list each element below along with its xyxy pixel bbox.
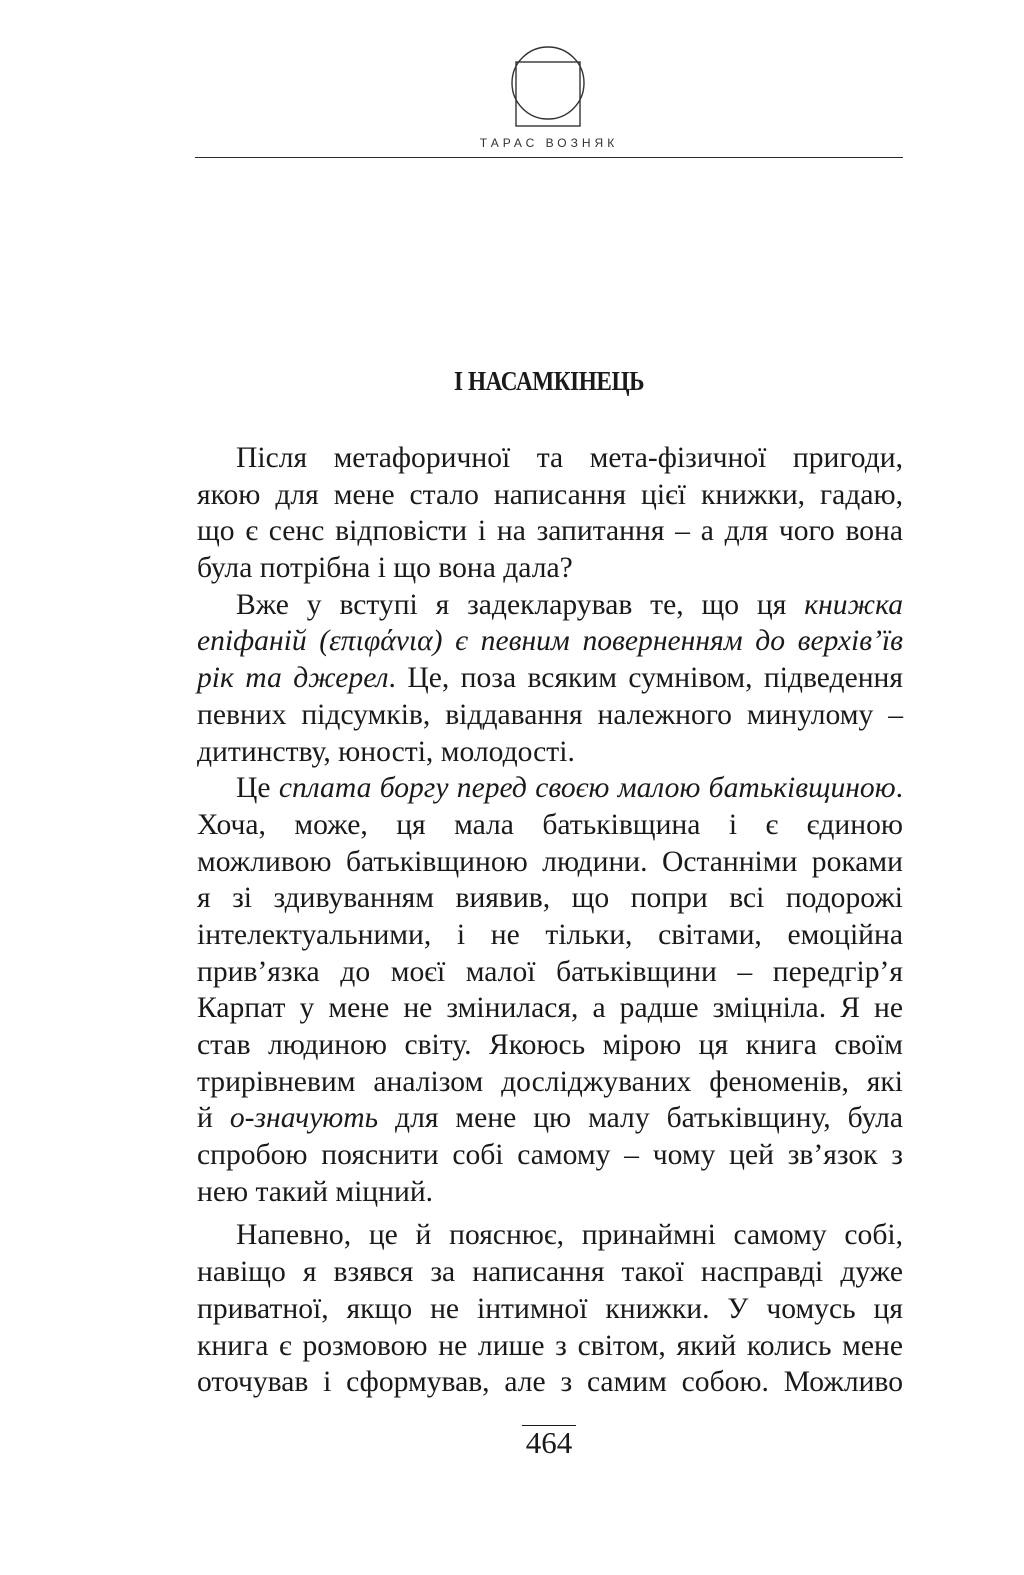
text-line: й о-значують для мене цю малу батьківщину, була [197,1102,903,1135]
text-line: Напевно, це й пояснює, принаймні самому собі, [236,1219,903,1252]
text-line: можливою батьківщиною людини. Останніми роками [197,845,903,878]
text-line: Хоча, може, ця мала батьківщина і є єдиною [197,808,903,841]
text-line: Після метафоричної та мета-фізичної пригоди, [236,442,903,474]
text-line: рік та джерел. Це, поза всяким сумнівом, підведення [197,662,904,695]
chapter-title: І НАСАМКІНЕЦЬ [453,366,645,396]
circle-square-emblem-icon [510,46,586,134]
body-text [197,440,903,1401]
text-line: приватної, якщо не інтимної книжки. У чомусь ця [197,1292,903,1325]
text-line: прив’язка до моєї малої батьківщини – передгір’я [197,955,903,988]
text-line: навіщо я взявся за написання такої насправді дуже [197,1256,903,1289]
text-line: епіфаній (επιφάνια) є певним поверненням до верхів’їв [197,625,903,658]
text-line: що є сенс відповісти і на запитання – а для чого вона [197,515,903,548]
text-line: книга є розмовою не лише з світом, який колись мене [197,1329,903,1362]
text-line: Карпат у мене не змінилася, а радше зміцніла. Я не [197,992,903,1025]
running-head: ТАРАС ВОЗНЯК [479,136,619,150]
paragraph [197,1217,903,1400]
paragraph [197,770,903,1210]
text-line: була потрібна і що вона дала? [197,552,573,585]
paragraph [197,440,903,587]
text-line: я зі здивуванням виявив, що попри всі подорожі [197,882,903,915]
text-line: якою для мене стало написання цієї книжки, гадаю, [197,478,903,511]
text-line: трирівневим аналізом досліджуваних феноменів, які [197,1065,903,1098]
text-line: оточував і сформував, але з самим собою. Можливо [197,1366,903,1399]
text-line: Це сплата боргу перед своєю малою батьківщиною. [236,772,903,805]
text-line: дитинству, юності, молодості. [197,735,575,768]
text-line: інтелектуальними, і не тільки, світами, емоційна [197,918,903,951]
paragraph-gap [197,1210,903,1217]
text-line: став людиною світу. Якоюсь мірою ця книга своїм [197,1029,903,1061]
text-line: спробою пояснити собі самому – чому цей зв’язок з [197,1139,903,1172]
text-line: Вже у вступі я задекларував те, що ця книжка [236,588,903,621]
text-line: нею такий міцний. [197,1175,434,1208]
paragraph [197,587,903,770]
header-rule [195,157,903,158]
text-line: певних підсумків, віддавання належного минулому – [197,698,903,731]
page-number: 464 [195,1425,903,1461]
